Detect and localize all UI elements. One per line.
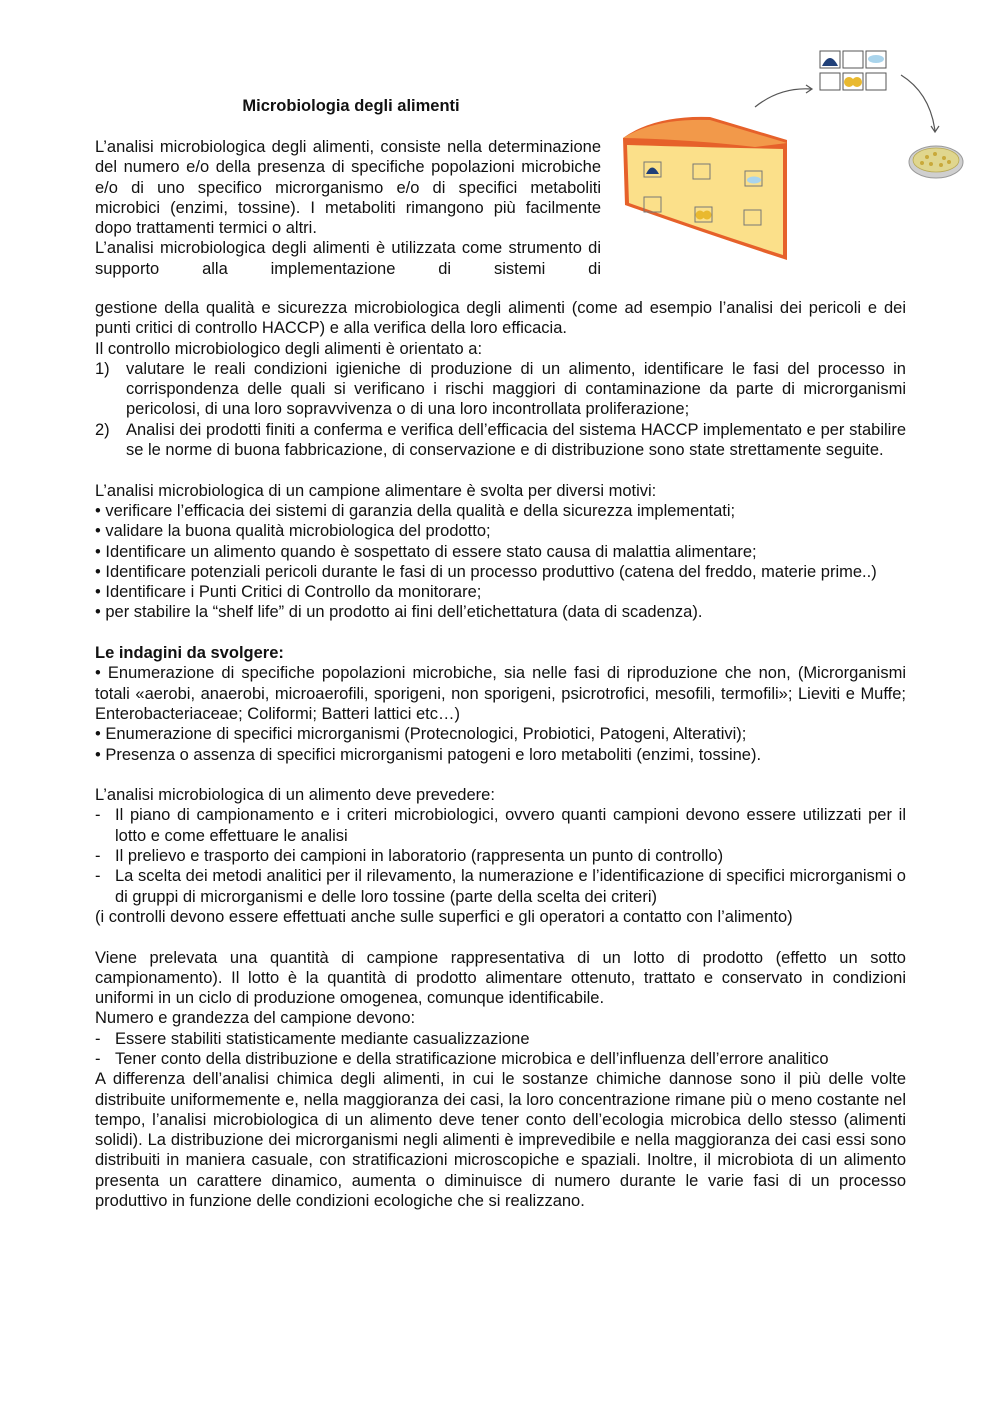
investigation-item: • Enumerazione di specifiche popolazioni microbiche, sia nelle fasi di riproduzione che non, (Microrganismi totali «aerobi, anaerobi, microaerofili, sporigeni, non sporigeni, psicrotrofici, mesofili, termofili»; Lieviti e Muffe; Enterobacteriaceae; Coliformi; Batteri lattici etc…) xyxy=(95,664,906,723)
arrow-to-petri-icon xyxy=(901,75,935,131)
list-marker: - xyxy=(95,1029,101,1048)
arrow-to-grid-icon xyxy=(755,89,811,107)
list-item-text: valutare le reali condizioni igieniche di produzione di un alimento, identificare le fasi del processo in corrispondenza delle quali si verificano i rischi maggiori di contaminazione da parte di microrganismi pericolosi, di una loro sopravvivenza o di una loro incontrollata proliferazione; xyxy=(126,359,906,419)
investigation-item: • Presenza o assenza di specifici microrganismi patogeni e loro metaboliti (enzimi, tossine). xyxy=(95,745,762,764)
control-item xyxy=(95,359,906,420)
page-title: Microbiologia degli alimenti xyxy=(242,97,460,115)
reason-item: • Identificare potenziali pericoli durante le fasi di un processo produttivo (catena del freddo, materie prime..) xyxy=(95,562,877,581)
intro-continuation: gestione della qualità e sicurezza microbiologica degli alimenti (come ad esempio l’analisi dei pericoli e dei punti critici di controllo HACCP) e alla verifica della loro efficacia. xyxy=(95,299,906,338)
sample-paragraph: Viene prelevata una quantità di campione rappresentativa di un lotto di prodotto (effetto un sotto campionamento). Il lotto è la quantità di prodotto alimentare ottenuto, trattato e conservato in condizioni uniformi in un ciclo di produzione omogenea, comunque identificabile. xyxy=(95,948,906,1008)
sample-item xyxy=(95,1049,906,1069)
list-marker: 2) xyxy=(95,420,110,439)
list-marker: - xyxy=(95,1049,101,1068)
cheese-sampling-illustration xyxy=(615,45,975,270)
reason-item: • Identificare un alimento quando è sospettato di essere stato causa di malattia alimentare; xyxy=(95,542,757,561)
investigation-item: • Enumerazione di specifici microrganismi (Protecnologici, Probiotici, Patogeni, Alterativi); xyxy=(95,725,747,744)
investigations-heading: Le indagini da svolgere: xyxy=(95,644,284,663)
list-item-text: Analisi dei prodotti finiti a conferma e verifica dell’efficacia del sistema HACCP implementato e per stabilire se le norme di buona fabbricazione, di conservazione e di distribuzione sono state strettamente seguite. xyxy=(126,420,906,460)
cheese-wedge-icon xyxy=(623,117,787,260)
list-marker: - xyxy=(95,867,101,886)
sample-item xyxy=(95,1029,906,1049)
list-item-text: La scelta dei metodi analitici per il rilevamento, la numerazione e l’identificazione di specifici microrganismi o di gruppi di microrganismi e delle loro tossine (parte della scelta dei criteri) xyxy=(115,867,906,906)
intro-text xyxy=(95,137,601,279)
analysis-item xyxy=(95,866,906,907)
reason-item: • Identificare i Punti Critici di Controllo da monitorare; xyxy=(95,583,482,602)
list-item-text: Il prelievo e trasporto dei campioni in laboratorio (rappresenta un punto di controllo) xyxy=(115,847,724,866)
reasons-intro: L’analisi microbiologica di un campione alimentare è svolta per diversi motivi: xyxy=(95,481,657,500)
intro-paragraph-1: L’analisi microbiologica degli alimenti, consiste nella determinazione del numero e/o della presenza di specifiche popolazioni microbiche e/o di uno specifico microrganismo e/o di specifici metaboliti microbici (enzimi, tossine). I metaboliti rimangono più facilmente dopo trattamenti termici o altri. xyxy=(95,138,601,238)
control-item xyxy=(95,420,906,461)
intro-paragraph-2: L’analisi microbiologica degli alimenti è utilizzata come strumento di supporto alla implementazione di sistemi di xyxy=(95,239,601,278)
final-paragraph: A differenza dell’analisi chimica degli alimenti, in cui le sostanze chimiche dannose sono il più delle volte distribuite uniformemente e, nella maggioranza dei casi, la loro concentrazione rimane più o meno costante nel tempo, l’analisi microbiologica di un alimento deve tener conto dell’ecologia microbica dello stesso (alimenti solidi). La distribuzione dei microrganismi negli alimenti è imprevedibile e nella maggioranza dei casi essi sono distribuiti in maniera casuale, con stratificazioni microscopiche e spaziali. Inoltre, il microbiota di un alimento presenta un carattere dinamico, aumenta o diminuisce di numero durante le varie fasi di un processo produttivo in funzione delle condizioni ecologiche che si realizzano. xyxy=(95,1070,906,1211)
list-marker: 1) xyxy=(95,359,110,378)
reason-item: • per stabilire la “shelf life” di un prodotto ai fini dell’etichettatura (data di scadenza). xyxy=(95,603,703,622)
analysis-intro: L’analisi microbiologica di un alimento deve prevedere: xyxy=(95,786,495,805)
analysis-item xyxy=(95,805,906,846)
list-marker: - xyxy=(95,806,101,825)
list-item-text: Essere stabiliti statisticamente mediante casualizzazione xyxy=(115,1029,530,1048)
analysis-item xyxy=(95,846,906,866)
analysis-note: (i controlli devono essere effettuati anche sulle superfici e gli operatori a contatto con l’alimento) xyxy=(95,907,793,926)
petri-dish-icon xyxy=(909,146,963,178)
reason-item: • verificare l’efficacia dei sistemi di garanzia della qualità e della sicurezza implementati; xyxy=(95,501,736,520)
list-marker: - xyxy=(95,847,101,866)
sample-intro: Numero e grandezza del campione devono: xyxy=(95,1009,416,1028)
reason-item: • validare la buona qualità microbiologica del prodotto; xyxy=(95,522,491,541)
list-item-text: Il piano di campionamento e i criteri microbiologici, ovvero quanti campioni devono essere utilizzati per il lotto e come effettuare le analisi xyxy=(115,806,906,845)
sample-grid-icon xyxy=(820,51,886,90)
list-item-text: Tener conto della distribuzione e della stratificazione microbica e dell’influenza dell’errore analitico xyxy=(115,1049,829,1068)
main-text xyxy=(95,298,906,1211)
control-intro: Il controllo microbiologico degli alimenti è orientato a: xyxy=(95,339,483,358)
